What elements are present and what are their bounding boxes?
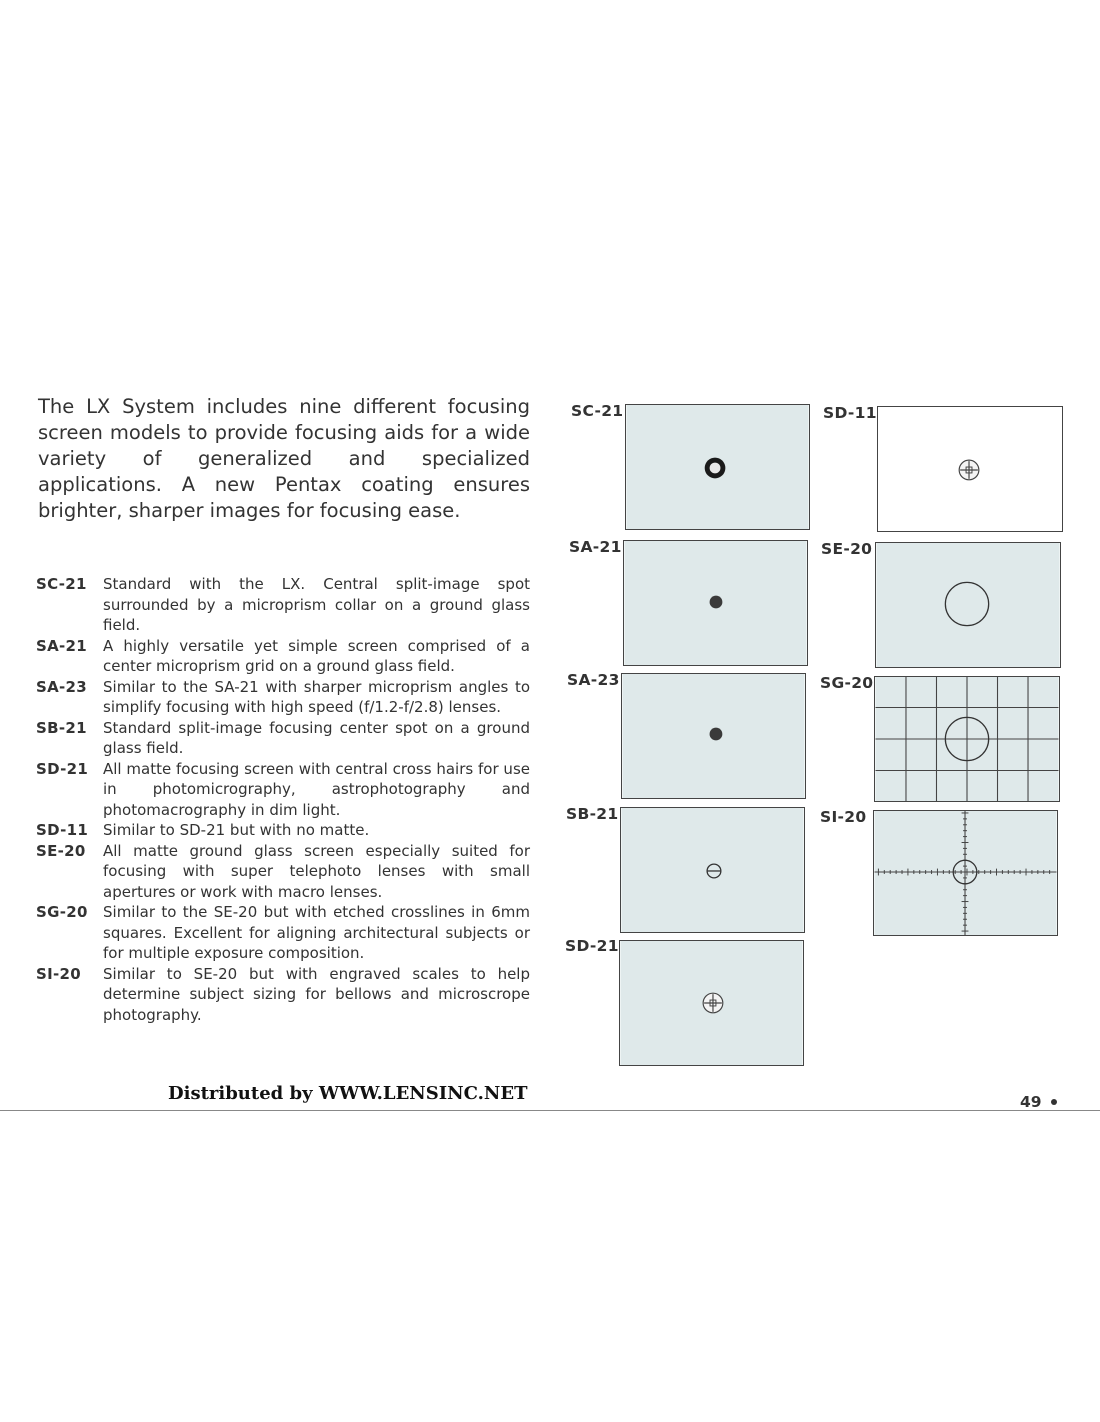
footer-credit: Distributed by WWW.LENSINC.NET: [168, 1083, 528, 1104]
screen-item-sa21: [36, 636, 530, 677]
intro-paragraph: The LX System includes nine different focusing screen models to provide focusing aids for a wide variety of generalized and specialized applications. A new Pentax coating ensures brighter, sharper images for focusing ease.: [38, 395, 530, 522]
figure-label-sg20: SG-20: [820, 674, 874, 692]
screen-item-si20: [36, 964, 530, 1026]
figure-sb21-screen: [620, 807, 805, 933]
screen-item-sa23: [36, 677, 530, 718]
screen-code: SD-21: [36, 759, 89, 778]
screen-description: All matte ground glass screen especially suited for focusing with super telephoto lenses with small apertures or work with macro lenses.: [103, 841, 530, 901]
screen-description: Similar to SD-21 but with no matte.: [103, 821, 370, 839]
screen-description: Standard split-image focusing center spot on a ground glass field.: [103, 718, 530, 757]
bullet-dot-icon: [1051, 1099, 1057, 1105]
figure-label-sd11: SD-11: [823, 404, 877, 422]
screen-code: SI-20: [36, 964, 81, 983]
figure-label-sa23: SA-23: [567, 671, 620, 689]
screen-description: Similar to SE-20 but with engraved scales to help determine subject sizing for bellows and microscrope photography.: [103, 964, 530, 1024]
figure-label-sa21: SA-21: [569, 538, 622, 556]
screen-code: SA-23: [36, 677, 88, 696]
engraved-scale-icon: [874, 811, 1057, 935]
screen-code: SG-20: [36, 903, 88, 921]
figure-sa21-screen: [623, 540, 808, 666]
screen-description: Similar to the SE-20 but with etched crosslines in 6mm squares. Excellent for aligning architectural subjects or for multiple exposure composition.: [103, 903, 530, 962]
figure-label-sc21: SC-21: [571, 402, 624, 420]
screen-description: Standard with the LX. Central split-image spot surrounded by a microprism collar on a ground glass field.: [103, 575, 530, 634]
figure-sd11-screen: [877, 406, 1063, 532]
figure-label-sb21: SB-21: [566, 805, 619, 823]
figure-si20-screen: [873, 810, 1058, 936]
figure-label-se20: SE-20: [821, 540, 873, 558]
figure-sc21-screen: [625, 404, 810, 530]
screen-code: SA-21: [36, 636, 88, 655]
figure-label-si20: SI-20: [820, 808, 867, 826]
page-number: 49: [1020, 1093, 1042, 1111]
figure-se20-screen: [875, 542, 1061, 668]
screen-item-sd21: [36, 759, 530, 821]
split-image-microprism-collar-icon: [626, 405, 809, 529]
grid-lines-icon: [875, 677, 1059, 801]
screen-code: SC-21: [36, 575, 87, 593]
cross-hair-icon: [620, 941, 803, 1065]
figure-sd21-screen: [619, 940, 804, 1066]
screen-description: Similar to the SA-21 with sharper microprism angles to simplify focusing with high speed (f/1.2-f/2.8) lenses.: [103, 677, 530, 716]
screen-code: SD-11: [36, 821, 89, 839]
screen-description: A highly versatile yet simple screen comprised of a center microprism grid on a ground glass field.: [103, 636, 530, 675]
screen-description: All matte focusing screen with central cross hairs for use in photomicrography, astrophotography and photomacrography in dim light.: [103, 759, 530, 819]
screen-code: SB-21: [36, 718, 87, 737]
microprism-spot-icon: [624, 541, 807, 665]
screen-item-sb21: [36, 718, 530, 759]
split-image-spot-icon: [621, 808, 804, 932]
screen-code: SE-20: [36, 841, 86, 860]
footer-divider: [0, 1110, 1100, 1111]
figure-sa23-screen: [621, 673, 806, 799]
figure-label-sd21: SD-21: [565, 937, 619, 955]
screen-item-sd11: [36, 820, 530, 841]
cross-hair-icon: [878, 407, 1062, 531]
microprism-spot-icon: [622, 674, 805, 798]
screen-item-sg20: [36, 902, 530, 964]
screen-item-se20: [36, 841, 530, 903]
circle-frame-icon: [876, 543, 1060, 667]
screen-list: [36, 574, 530, 1025]
figure-sg20-screen: [874, 676, 1060, 802]
screen-item-sc21: [36, 574, 530, 636]
